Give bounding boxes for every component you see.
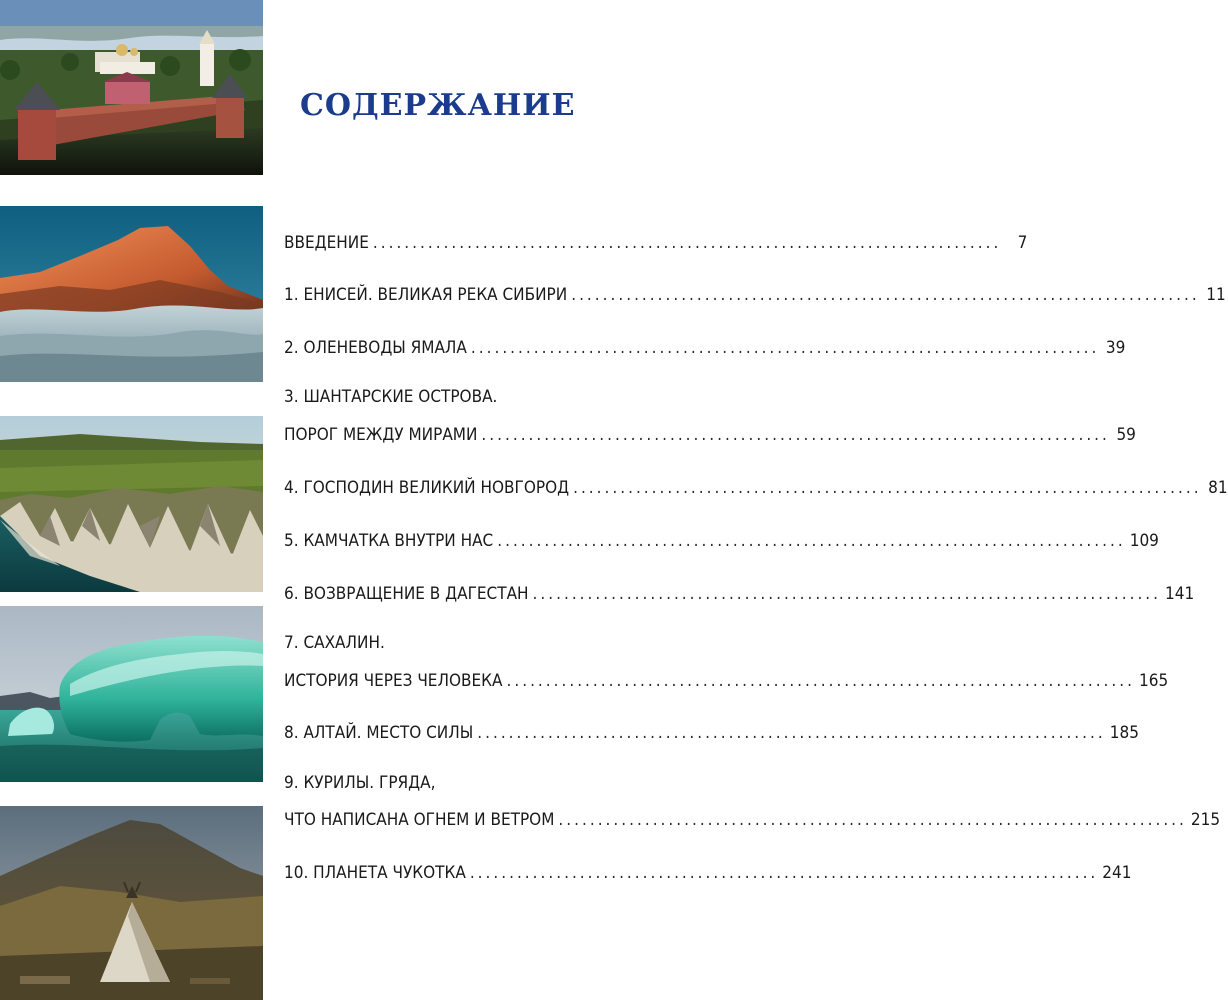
toc-entry-title-line1: 3. ШАНТАРСКИЕ ОСТРОВА. [284, 387, 498, 407]
photo-novgorod-kremlin-image [0, 0, 263, 175]
toc-page-number: 109 [1129, 531, 1159, 551]
toc-page-number: 215 [1190, 810, 1221, 830]
toc-entry-title: 2. ОЛЕНЕВОДЫ ЯМАЛА [284, 338, 467, 358]
toc-entry-6[interactable] [284, 581, 1195, 607]
toc-entry-title-line1: 9. КУРИЛЫ. ГРЯДА, [284, 773, 436, 793]
toc-entry-title: 4. ГОСПОДИН ВЕЛИКИЙ НОВГОРОД [284, 478, 570, 498]
toc-leader-dots: ................................................................................ [506, 671, 1135, 691]
toc-entry-7[interactable] [284, 630, 1169, 694]
toc-entry-title: ЧТО НАПИСАНА ОГНЕМ И ВЕТРОМ [284, 810, 555, 830]
toc-entry-title: 1. ЕНИСЕЙ. ВЕЛИКАЯ РЕКА СИБИРИ [284, 285, 568, 305]
toc-entry-2[interactable] [284, 335, 1126, 361]
toc-page-number: 39 [1105, 338, 1126, 358]
toc-entry-title: 8. АЛТАЙ. МЕСТО СИЛЫ [284, 723, 474, 743]
photo-tent-mountains [0, 806, 263, 1000]
toc-entry-1[interactable] [284, 282, 1226, 308]
toc-entry-8[interactable] [284, 720, 1139, 746]
toc-page-number: 165 [1138, 671, 1169, 691]
photo-tent-mountains-image [0, 806, 263, 1000]
photo-iceberg-sea-image [0, 606, 263, 782]
toc-entry-title-line1: 7. САХАЛИН. [284, 633, 385, 653]
toc-entry-4[interactable] [284, 475, 1228, 501]
toc-leader-dots: ................................................................................ [481, 425, 1110, 445]
toc-page-number: 59 [1116, 425, 1136, 445]
toc-entry-title: 5. КАМЧАТКА ВНУТРИ НАС [284, 531, 494, 551]
photo-column [0, 0, 263, 1000]
toc-leader-dots: ................................................................................ [558, 810, 1187, 830]
toc-entry-9[interactable] [284, 770, 1221, 833]
table-of-contents [284, 230, 1228, 886]
toc-leader-dots: ................................................................................ [573, 478, 1202, 498]
photo-eroded-cliffs-coast-image [0, 416, 263, 592]
toc-page-number: 7 [1017, 233, 1028, 253]
page-title: СОДЕРЖАНИЕ [300, 88, 576, 123]
toc-leader-dots: ................................................................................ [469, 863, 1099, 883]
toc-leader-dots: ................................................................................ [571, 285, 1200, 305]
toc-entry-3[interactable] [284, 384, 1136, 448]
toc-entry-intro[interactable] [284, 230, 1028, 256]
toc-page-number: 81 [1208, 478, 1228, 498]
toc-entry-title: ВВЕДЕНИЕ [284, 233, 369, 253]
toc-entry-title: ИСТОРИЯ ЧЕРЕЗ ЧЕЛОВЕКА [284, 671, 503, 691]
toc-leader-dots: ................................................................................ [372, 233, 1002, 253]
toc-entry-title: 6. ВОЗВРАЩЕНИЕ В ДАГЕСТАН [284, 584, 529, 604]
toc-leader-dots: ................................................................................ [470, 338, 1100, 358]
toc-page-number: 241 [1102, 863, 1132, 883]
photo-novgorod-kremlin [0, 0, 263, 175]
photo-iceberg-sea [0, 606, 263, 782]
toc-entry-10[interactable] [284, 860, 1132, 886]
toc-entry-title: ПОРОГ МЕЖДУ МИРАМИ [284, 425, 478, 445]
toc-page-number: 185 [1109, 723, 1139, 743]
toc-entry-title: 10. ПЛАНЕТА ЧУКОТКА [284, 863, 466, 883]
toc-entry-5[interactable] [284, 528, 1159, 554]
toc-leader-dots: ................................................................................ [532, 584, 1162, 604]
photo-eroded-cliffs-coast [0, 416, 263, 592]
toc-page-number: 141 [1165, 584, 1195, 604]
photo-mountain-peak-clouds [0, 206, 263, 382]
toc-leader-dots: ................................................................................ [497, 531, 1126, 551]
toc-leader-dots: ................................................................................ [477, 723, 1106, 743]
photo-mountain-peak-clouds-image [0, 206, 263, 382]
toc-page-number: 11 [1206, 285, 1226, 305]
